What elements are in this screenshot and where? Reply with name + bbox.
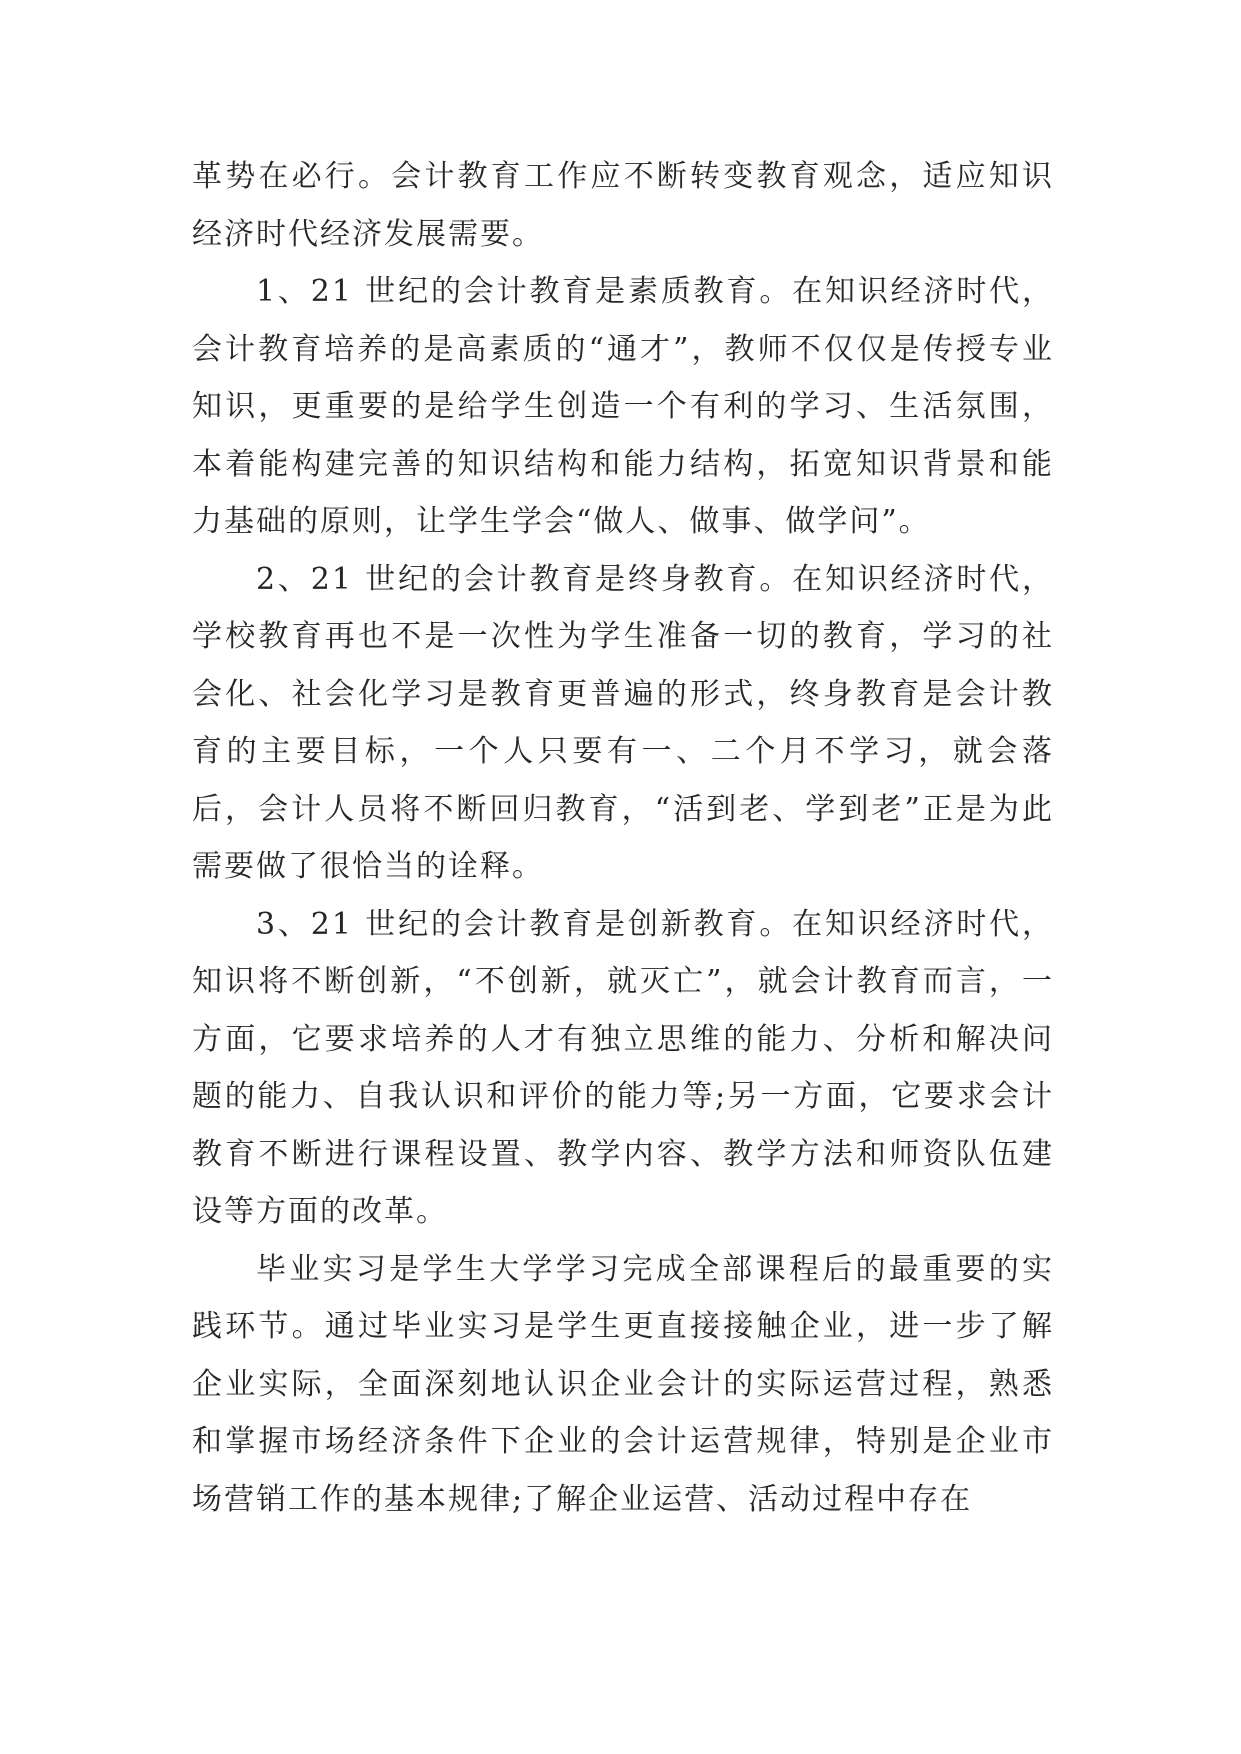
document-page	[192, 148, 1054, 1528]
paragraph-graduation-internship: 毕业实习是学生大学学习完成全部课程后的最重要的实践环节。通过毕业实习是学生更直接接触企业，进一步了解企业实际，全面深刻地认识企业会计的实际运营过程，熟悉和掌握市场经济条件下企业的会计运营规律，特别是企业市场营销工作的基本规律;了解企业运营、活动过程中存在	[192, 1251, 1054, 1517]
paragraph-innovation-education: 3、21 世纪的会计教育是创新教育。在知识经济时代，知识将不断创新，“不创新，就灭亡”，就会计教育而言，一方面，它要求培养的人才有独立思维的能力、分析和解决问题的能力、自我认识和评价的能力等;另一方面，它要求会计教育不断进行课程设置、教学内容、教学方法和师资队伍建设等方面的改革。	[192, 906, 1054, 1229]
paragraph-lifelong-education: 2、21 世纪的会计教育是终身教育。在知识经济时代，学校教育再也不是一次性为学生准备一切的教育，学习的社会化、社会化学习是教育更普遍的形式，终身教育是会计教育的主要目标，一个人只要有一、二个月不学习，就会落后，会计人员将不断回归教育，“活到老、学到老”正是为此需要做了很恰当的诠释。	[192, 561, 1054, 884]
paragraph-continuation: 革势在必行。会计教育工作应不断转变教育观念，适应知识经济时代经济发展需要。	[192, 159, 1054, 252]
paragraph-quality-education: 1、21 世纪的会计教育是素质教育。在知识经济时代，会计教育培养的是高素质的“通才”，教师不仅仅是传授专业知识，更重要的是给学生创造一个有利的学习、生活氛围，本着能构建完善的知识结构和能力结构，拓宽知识背景和能力基础的原则，让学生学会“做人、做事、做学问”。	[192, 274, 1054, 539]
